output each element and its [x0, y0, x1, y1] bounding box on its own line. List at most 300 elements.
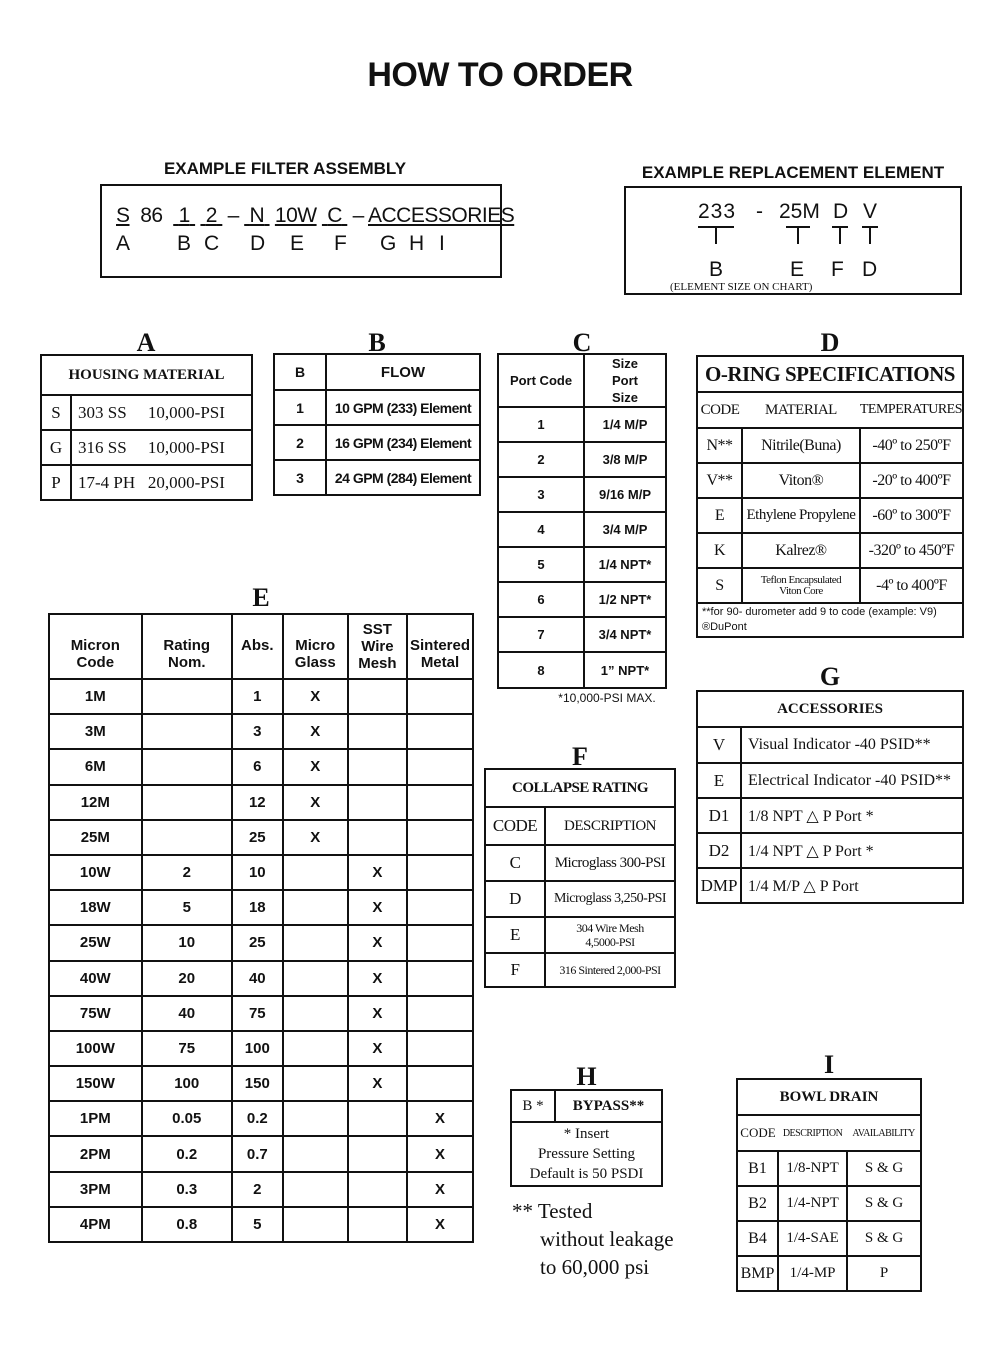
sst-wire-mesh-mark	[348, 679, 407, 714]
port-size: 3/8 M/P	[584, 442, 666, 477]
micron-code: 1M	[49, 679, 142, 714]
sintered-metal-mark: X	[407, 1101, 473, 1136]
flow-code: 1	[274, 390, 326, 425]
sintered-metal-mark	[407, 855, 473, 890]
port-size-header: Size Port Size	[584, 354, 666, 407]
port-size: 3/4 NPT*	[584, 617, 666, 652]
table-row	[49, 925, 473, 960]
collapse-desc: Microglass 3,250-PSI	[545, 881, 675, 917]
letter-f: F	[334, 232, 347, 255]
flow-code: 2	[274, 425, 326, 460]
element-code-d: D	[833, 200, 849, 223]
bypass-note-psi: to 60,000 psi	[540, 1255, 650, 1279]
micro-glass-mark: X	[283, 820, 348, 855]
sst-wire-mesh-mark	[348, 749, 407, 784]
port-footnote: *10,000-PSI MAX.	[558, 691, 656, 705]
element-letter-f: F	[831, 258, 844, 281]
table-row	[274, 425, 480, 460]
table-row	[49, 820, 473, 855]
table-row	[49, 1172, 473, 1207]
oring-code: S	[697, 568, 742, 603]
code-part-s: S	[116, 204, 130, 227]
table-row	[697, 533, 963, 568]
accessory-desc: Visual Indicator -40 PSID**	[741, 727, 963, 763]
micro-glass-mark	[283, 1172, 348, 1207]
abs-header: Abs.	[232, 614, 283, 679]
micro-glass-mark	[283, 890, 348, 925]
sintered-metal-mark	[407, 749, 473, 784]
oring-material: Teflon Encapsulated Viton Core	[742, 568, 860, 603]
rating-nom	[142, 714, 232, 749]
oring-footnotes	[697, 603, 963, 637]
table-row	[49, 1207, 473, 1242]
micron-code-header: Micron Code	[49, 614, 142, 679]
micro-glass-mark: X	[283, 785, 348, 820]
micro-glass-mark: X	[283, 749, 348, 784]
collapse-desc-header: DESCRIPTION	[545, 807, 675, 845]
abs-rating: 150	[232, 1066, 283, 1101]
bowl-avail: S & G	[847, 1151, 921, 1186]
micro-glass-mark	[283, 1207, 348, 1242]
accessory-desc: 1/4 NPT △ P Port *	[741, 833, 963, 868]
oring-temp: -60º to 300ºF	[860, 498, 963, 533]
table-row	[498, 582, 666, 617]
micro-glass-mark	[283, 1031, 348, 1066]
letter-g: G	[380, 232, 397, 255]
table-row	[697, 568, 963, 603]
page-title: HOW TO ORDER	[367, 56, 633, 94]
section-c-table	[497, 353, 667, 689]
accessory-desc: 1/8 NPT △ P Port *	[741, 798, 963, 833]
collapse-code-header: CODE	[485, 807, 545, 845]
bowl-desc: 1/8-NPT	[778, 1151, 847, 1186]
table-row	[737, 1186, 921, 1221]
table-row	[49, 749, 473, 784]
letter-d: D	[250, 232, 266, 255]
bowl-code-header: CODE	[737, 1115, 778, 1151]
table-row	[274, 390, 480, 425]
sst-wire-mesh-mark: X	[348, 890, 407, 925]
table-row	[274, 460, 480, 495]
abs-rating: 100	[232, 1031, 283, 1066]
table-row	[49, 714, 473, 749]
rating-nom	[142, 749, 232, 784]
accessories-title: ACCESSORIES	[697, 691, 963, 727]
sintered-metal-mark	[407, 820, 473, 855]
table-row	[697, 727, 963, 763]
code-part-n: N	[249, 204, 265, 227]
bowl-desc: 1/4-SAE	[778, 1221, 847, 1256]
micron-code: 3PM	[49, 1172, 142, 1207]
bowl-desc: 1/4-MP	[778, 1256, 847, 1291]
accessory-code: D2	[697, 833, 741, 868]
bowl-code: B1	[737, 1151, 778, 1186]
section-d-table	[696, 355, 964, 638]
assembly-code-line	[116, 204, 514, 228]
sst-wire-mesh-mark	[348, 820, 407, 855]
abs-rating: 25	[232, 820, 283, 855]
element-letter-d: D	[862, 258, 878, 281]
table-row	[49, 679, 473, 714]
table-row	[697, 498, 963, 533]
table-row	[737, 1221, 921, 1256]
oring-material-header: MATERIAL	[742, 392, 860, 428]
sintered-metal-mark: X	[407, 1136, 473, 1171]
rating-nom: 2	[142, 855, 232, 890]
oring-code: E	[697, 498, 742, 533]
table-row	[41, 430, 252, 465]
sintered-metal-mark	[407, 1031, 473, 1066]
table-row	[697, 798, 963, 833]
rating-nom: 0.3	[142, 1172, 232, 1207]
table-row	[498, 477, 666, 512]
section-i-letter: I	[823, 1050, 835, 1079]
micro-glass-mark	[283, 855, 348, 890]
sintered-metal-mark	[407, 785, 473, 820]
micron-code: 100W	[49, 1031, 142, 1066]
table-row	[49, 1066, 473, 1101]
table-row	[498, 442, 666, 477]
element-size-note: (ELEMENT SIZE ON CHART)	[670, 281, 813, 293]
code-part-86: 86	[140, 204, 163, 227]
flow-value: 10 GPM (233) Element	[326, 390, 480, 425]
sintered-metal-mark: X	[407, 1172, 473, 1207]
sst-wire-mesh-mark	[348, 1101, 407, 1136]
micron-code: 3M	[49, 714, 142, 749]
sst-wire-mesh-mark	[348, 1136, 407, 1171]
bowl-avail: S & G	[847, 1221, 921, 1256]
section-b-letter: B	[368, 328, 386, 357]
table-row	[49, 1031, 473, 1066]
section-a-table	[40, 354, 253, 501]
rating-nom: 20	[142, 961, 232, 996]
micron-code: 40W	[49, 961, 142, 996]
micron-code: 18W	[49, 890, 142, 925]
abs-rating: 0.7	[232, 1136, 283, 1171]
table-row	[737, 1256, 921, 1291]
micron-code: 2PM	[49, 1136, 142, 1171]
housing-material-header: HOUSING MATERIAL	[41, 355, 252, 395]
sst-wire-mesh-mark: X	[348, 1031, 407, 1066]
section-e-letter: E	[252, 583, 270, 612]
port-size: 1/2 NPT*	[584, 582, 666, 617]
table-row	[485, 845, 675, 881]
oring-temp-header: TEMPERATURES	[860, 392, 963, 428]
housing-code: S	[41, 395, 71, 430]
abs-rating: 5	[232, 1207, 283, 1242]
bypass-line-setting: Pressure Setting	[537, 1146, 636, 1162]
sst-wire-mesh-mark	[348, 714, 407, 749]
table-row	[49, 785, 473, 820]
oring-footnote-durometer: **for 90- durometer add 9 to code (example: V9)	[702, 606, 937, 618]
oring-code: K	[697, 533, 742, 568]
abs-rating: 40	[232, 961, 283, 996]
housing-code: G	[41, 430, 71, 465]
sintered-metal-mark	[407, 714, 473, 749]
letter-a: A	[116, 232, 131, 255]
port-code: 6	[498, 582, 584, 617]
flow-code: 3	[274, 460, 326, 495]
table-row	[697, 428, 963, 463]
section-f-letter: F	[572, 742, 588, 771]
section-g-letter: G	[819, 662, 841, 691]
collapse-code: C	[485, 845, 545, 881]
section-f-table	[484, 768, 676, 988]
micron-code: 75W	[49, 996, 142, 1031]
abs-rating: 2	[232, 1172, 283, 1207]
port-code: 2	[498, 442, 584, 477]
letter-c: C	[204, 232, 220, 255]
micro-glass-header: Micro Glass	[283, 614, 348, 679]
rating-nom-header: Rating Nom.	[142, 614, 232, 679]
element-letter-b: B	[709, 258, 724, 281]
micron-code: 6M	[49, 749, 142, 784]
rating-nom: 5	[142, 890, 232, 925]
oring-code-header: CODE	[697, 392, 742, 428]
micron-code: 10W	[49, 855, 142, 890]
flow-value: 16 GPM (234) Element	[326, 425, 480, 460]
sintered-metal-mark	[407, 890, 473, 925]
micron-code: 4PM	[49, 1207, 142, 1242]
micro-glass-mark	[283, 1101, 348, 1136]
bowl-avail-header: AVAILABILITY	[847, 1115, 921, 1151]
accessory-code: E	[697, 763, 741, 798]
table-row	[697, 833, 963, 868]
port-code: 5	[498, 547, 584, 582]
sst-wire-mesh-mark	[348, 785, 407, 820]
letter-h: H	[409, 232, 425, 255]
table-row	[498, 652, 666, 688]
port-size: 1/4 M/P	[584, 407, 666, 442]
table-row	[41, 465, 252, 500]
accessory-code: DMP	[697, 868, 741, 903]
element-letter-e: E	[790, 258, 805, 281]
micro-glass-mark	[283, 1066, 348, 1101]
oring-temp: -20º to 400ºF	[860, 463, 963, 498]
collapse-desc: 304 Wire Mesh 4,5000-PSI	[545, 917, 675, 953]
table-row	[697, 463, 963, 498]
table-row	[498, 617, 666, 652]
abs-rating: 25	[232, 925, 283, 960]
port-code: 8	[498, 652, 584, 688]
port-code-header: Port Code	[498, 354, 584, 407]
sintered-metal-mark	[407, 1066, 473, 1101]
sst-wire-mesh-mark	[348, 1172, 407, 1207]
section-d-letter: D	[820, 328, 840, 357]
bowl-code: B2	[737, 1186, 778, 1221]
port-size: 9/16 M/P	[584, 477, 666, 512]
table-row	[485, 953, 675, 987]
sst-wire-mesh-mark: X	[348, 1066, 407, 1101]
abs-rating: 0.2	[232, 1101, 283, 1136]
code-part-1: 1	[178, 204, 190, 227]
bypass-code: B *	[511, 1090, 555, 1122]
table-row	[49, 961, 473, 996]
collapse-desc: Microglass 300-PSI	[545, 845, 675, 881]
oring-material: Viton®	[742, 463, 860, 498]
flow-value: 24 GPM (284) Element	[326, 460, 480, 495]
abs-rating: 10	[232, 855, 283, 890]
micro-glass-mark	[283, 961, 348, 996]
table-row	[498, 407, 666, 442]
section-e-table	[48, 613, 474, 1243]
section-g-table	[696, 690, 964, 904]
collapse-code: F	[485, 953, 545, 987]
example-element-box	[624, 186, 962, 295]
table-row	[485, 917, 675, 953]
oring-title: O-RING SPECIFICATIONS	[697, 356, 963, 392]
micro-glass-mark: X	[283, 679, 348, 714]
code-dash-2: –	[352, 204, 364, 227]
letter-i: I	[439, 232, 445, 255]
port-size: 1/4 NPT*	[584, 547, 666, 582]
code-part-2: 2	[205, 204, 217, 227]
abs-rating: 75	[232, 996, 283, 1031]
code-part-accessories: ACCESSORIES	[368, 204, 515, 227]
section-i-table	[736, 1078, 922, 1292]
bowl-desc: 1/4-NPT	[778, 1186, 847, 1221]
rating-nom	[142, 785, 232, 820]
bypass-test-note	[512, 1197, 674, 1281]
example-assembly-box	[100, 184, 515, 278]
sintered-metal-mark	[407, 925, 473, 960]
element-code-233: 233	[698, 200, 737, 223]
port-size: 1” NPT*	[584, 652, 666, 688]
rating-nom	[142, 679, 232, 714]
micro-glass-mark	[283, 1136, 348, 1171]
sintered-metal-header: Sintered Metal	[407, 614, 473, 679]
element-code-dash: -	[756, 200, 763, 223]
rating-nom: 0.05	[142, 1101, 232, 1136]
table-row	[697, 868, 963, 903]
example-element-heading: EXAMPLE REPLACEMENT ELEMENT	[641, 163, 945, 182]
code-dash-1: –	[227, 204, 239, 227]
sintered-metal-mark	[407, 961, 473, 996]
example-assembly-heading: EXAMPLE FILTER ASSEMBLY	[163, 159, 407, 178]
sst-wire-mesh-header: SST Wire Mesh	[348, 614, 407, 679]
port-code: 7	[498, 617, 584, 652]
rating-nom: 0.2	[142, 1136, 232, 1171]
flow-code-header: B	[274, 354, 326, 390]
table-row	[697, 763, 963, 798]
code-part-c: C	[327, 204, 342, 227]
accessory-code: D1	[697, 798, 741, 833]
abs-rating: 18	[232, 890, 283, 925]
section-c-letter: C	[572, 328, 592, 357]
rating-nom: 40	[142, 996, 232, 1031]
micro-glass-mark	[283, 925, 348, 960]
table-row	[41, 395, 252, 430]
collapse-rating-title: COLLAPSE RATING	[485, 769, 675, 807]
section-h-table	[510, 1089, 663, 1187]
micro-glass-mark: X	[283, 714, 348, 749]
sst-wire-mesh-mark: X	[348, 925, 407, 960]
table-row	[49, 1101, 473, 1136]
bowl-code: B4	[737, 1221, 778, 1256]
sst-wire-mesh-mark: X	[348, 961, 407, 996]
micron-code: 150W	[49, 1066, 142, 1101]
abs-rating: 3	[232, 714, 283, 749]
accessory-desc: Electrical Indicator -40 PSID**	[741, 763, 963, 798]
abs-rating: 1	[232, 679, 283, 714]
bypass-line-insert: * Insert	[563, 1126, 610, 1142]
housing-code: P	[41, 465, 71, 500]
rating-nom: 100	[142, 1066, 232, 1101]
oring-temp: -4º to 400ºF	[860, 568, 963, 603]
sst-wire-mesh-mark	[348, 1207, 407, 1242]
port-code: 3	[498, 477, 584, 512]
sintered-metal-mark	[407, 996, 473, 1031]
port-code: 4	[498, 512, 584, 547]
oring-code: V**	[697, 463, 742, 498]
table-row	[737, 1151, 921, 1186]
collapse-desc: 316 Sintered 2,000-PSI	[545, 953, 675, 987]
oring-material: Kalrez®	[742, 533, 860, 568]
code-part-10w: 10W	[274, 204, 317, 227]
collapse-code: D	[485, 881, 545, 917]
port-code: 1	[498, 407, 584, 442]
micron-code: 25M	[49, 820, 142, 855]
sst-wire-mesh-mark: X	[348, 855, 407, 890]
table-row	[485, 881, 675, 917]
letter-e: E	[290, 232, 305, 255]
abs-rating: 6	[232, 749, 283, 784]
table-row	[49, 855, 473, 890]
bowl-drain-title: BOWL DRAIN	[737, 1079, 921, 1115]
bowl-code: BMP	[737, 1256, 778, 1291]
oring-material: Nitrile(Buna)	[742, 428, 860, 463]
rating-nom: 0.8	[142, 1207, 232, 1242]
table-row	[49, 996, 473, 1031]
section-a-letter: A	[136, 328, 156, 357]
oring-material: Ethylene Propylene	[742, 498, 860, 533]
section-h-letter: H	[576, 1062, 597, 1091]
table-row	[49, 1136, 473, 1171]
accessory-desc: 1/4 M/P △ P Port	[741, 868, 963, 903]
rating-nom	[142, 820, 232, 855]
port-size: 3/4 M/P	[584, 512, 666, 547]
table-row	[498, 512, 666, 547]
letter-b: B	[177, 232, 192, 255]
sintered-metal-mark: X	[407, 1207, 473, 1242]
micro-glass-mark	[283, 996, 348, 1031]
element-code-v: V	[863, 200, 878, 223]
element-code-25m: 25M	[779, 200, 820, 223]
section-b-table	[273, 353, 481, 496]
micron-code: 25W	[49, 925, 142, 960]
oring-temp: -40º to 250ºF	[860, 428, 963, 463]
micron-code: 12M	[49, 785, 142, 820]
accessory-code: V	[697, 727, 741, 763]
collapse-code: E	[485, 917, 545, 953]
flow-header: FLOW	[326, 354, 480, 390]
bypass-line-default: Default is 50 PSDI	[529, 1166, 644, 1182]
bowl-avail: P	[847, 1256, 921, 1291]
housing-desc: 17-4 PH 20,000-PSI	[71, 465, 252, 500]
micron-code: 1PM	[49, 1101, 142, 1136]
rating-nom: 75	[142, 1031, 232, 1066]
abs-rating: 12	[232, 785, 283, 820]
rating-nom: 10	[142, 925, 232, 960]
table-row	[498, 547, 666, 582]
housing-desc: 303 SS 10,000-PSI	[71, 395, 252, 430]
bypass-note-tested: ** Tested	[512, 1199, 593, 1223]
sst-wire-mesh-mark: X	[348, 996, 407, 1031]
bypass-title: BYPASS**	[555, 1090, 662, 1122]
oring-temp: -320º to 450ºF	[860, 533, 963, 568]
oring-code: N**	[697, 428, 742, 463]
bypass-note-leakage: without leakage	[540, 1227, 674, 1251]
